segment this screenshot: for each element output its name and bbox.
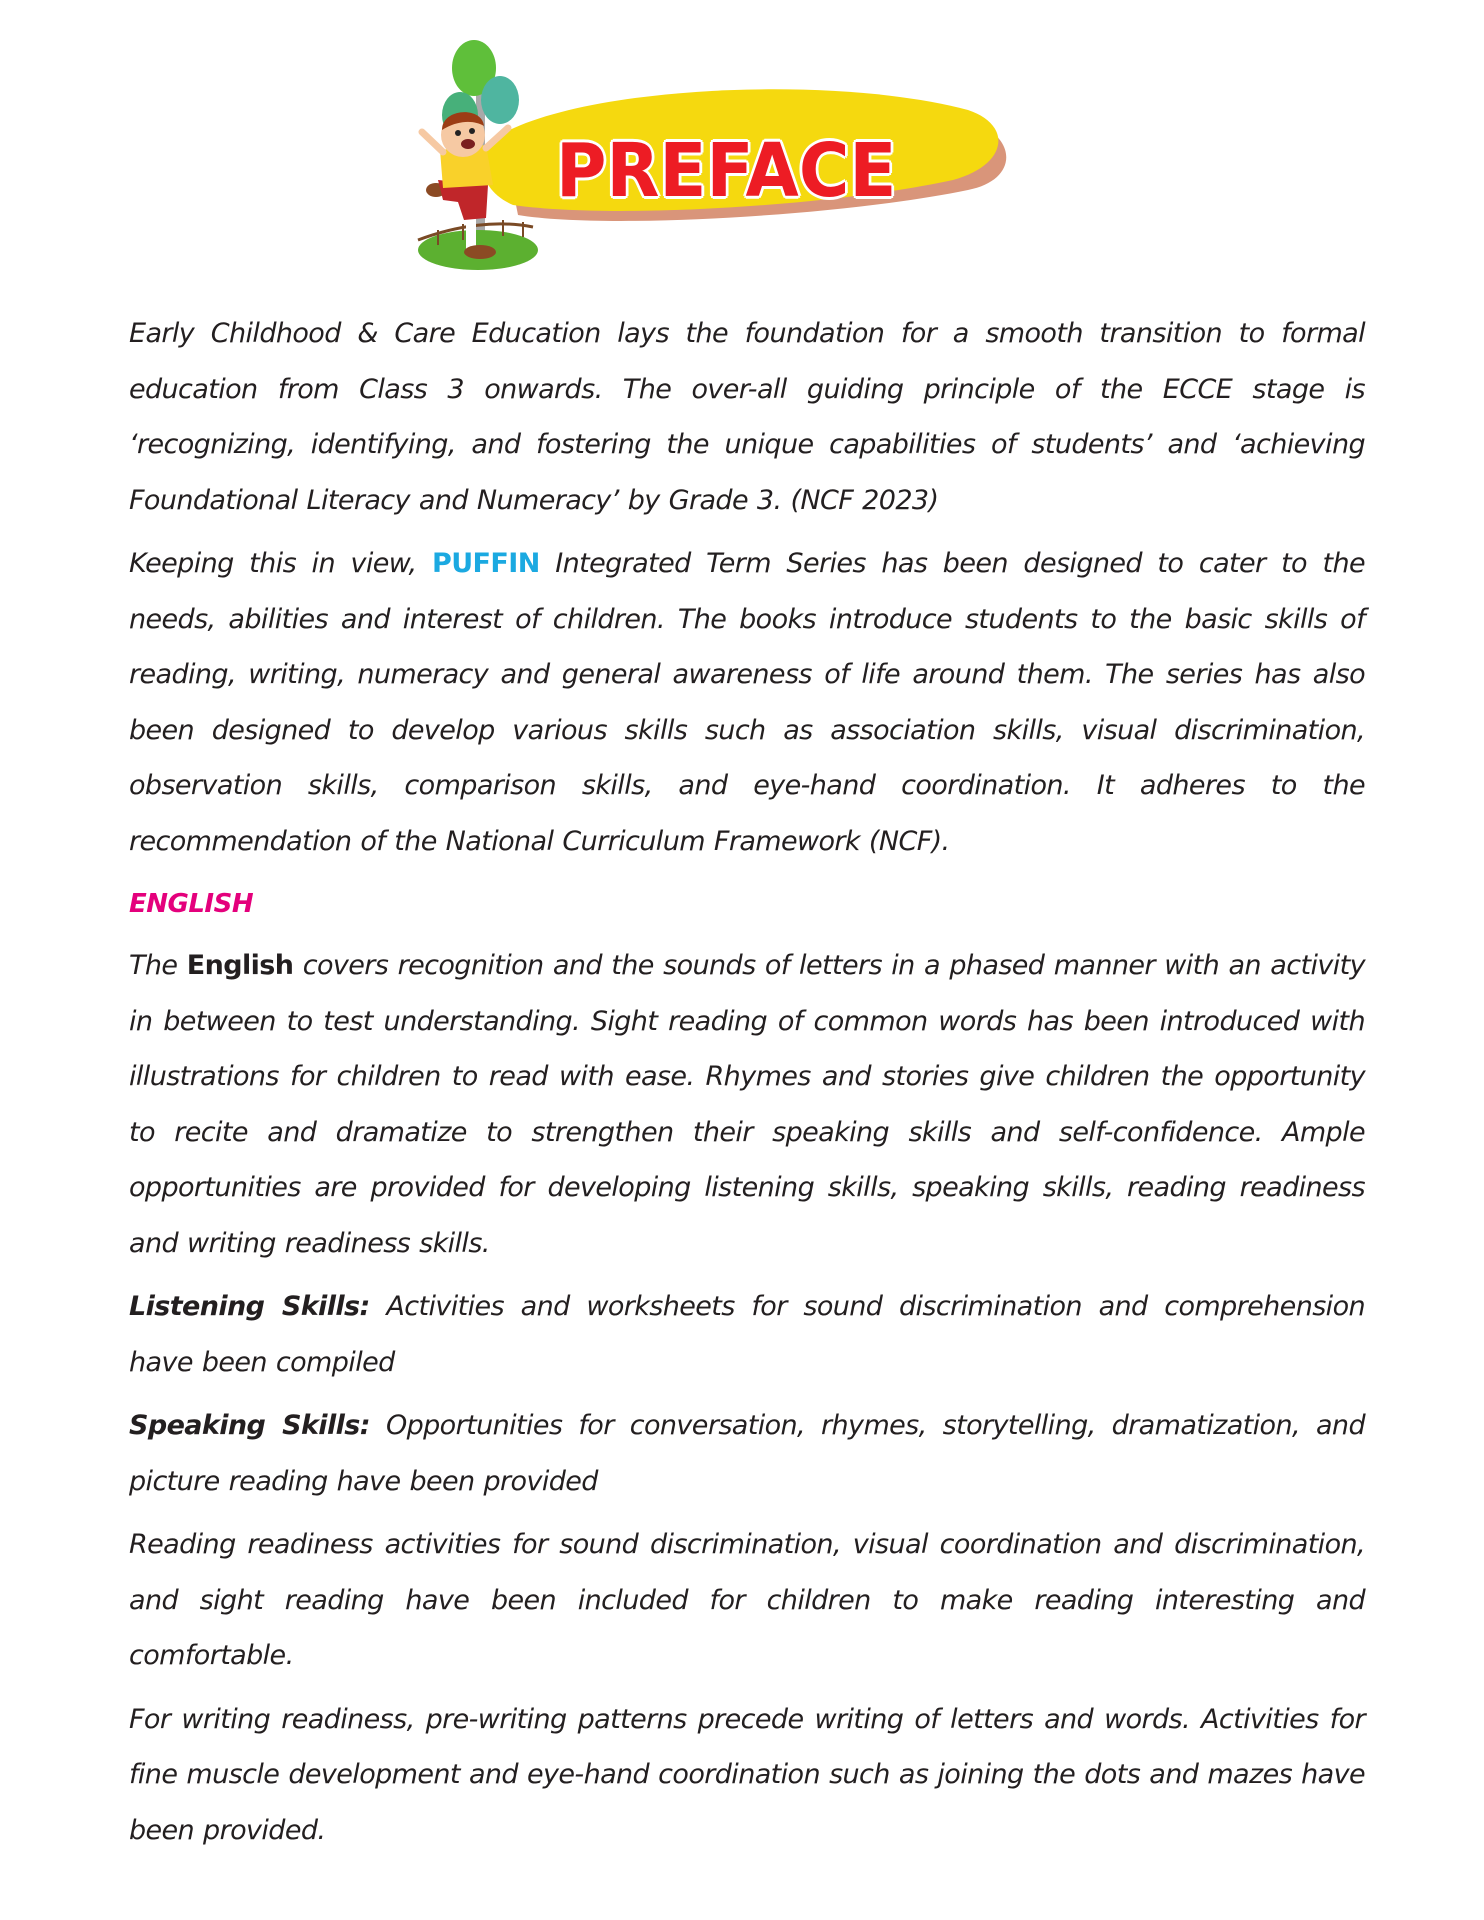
intro-paragraph: Early Childhood & Care Education lays the foundation for a smooth transition to formal education from Class 3 onwards. The over-all guiding principle of the ECCE stage is ‘recognizing, identifying, and fostering the unique capabilities of students’ and ‘achieving Foundational Literacy and Numeracy’ by Grade 3. (NCF 2023) xyxy=(129,318,1365,516)
speaking-skills-text: Opportunities for conversation, rhymes, storytelling, dramatization, and picture reading have been provided xyxy=(129,1410,1365,1497)
series-text-before: Keeping this in view, xyxy=(129,548,433,579)
brand-name: PUFFIN xyxy=(432,548,540,579)
english-intro-paragraph xyxy=(129,938,1365,1271)
section-heading-english: ENGLISH xyxy=(129,889,254,919)
series-paragraph xyxy=(129,536,1365,869)
listening-skills-label: Listening Skills: xyxy=(129,1291,370,1322)
listening-skills-text: Activities and worksheets for sound discrimination and comprehension have been compiled xyxy=(129,1291,1366,1378)
speaking-skills-paragraph xyxy=(129,1398,1365,1509)
english-intro-after: covers recognition and the sounds of letters in a phased manner with an activity in between to test understanding. Sight reading of common words has been introduced with illustrations for children to read with ease. Rhymes and stories give children the opportunity to recite and dramatize to strengthen their speaking skills and self-confidence. Ample opportunities are provided for developing listening skills, speaking skills, reading readiness and writing readiness skills. xyxy=(129,950,1365,1259)
preface-body xyxy=(129,306,1365,1866)
listening-skills-paragraph xyxy=(129,1279,1365,1390)
reading-readiness-paragraph: Reading readiness activities for sound discrimination, visual coordination and discrimination, and sight reading have been included for children to make reading interesting and comfortable. xyxy=(129,1529,1365,1671)
preface-banner xyxy=(408,40,1018,280)
speaking-skills-label: Speaking Skills: xyxy=(129,1410,370,1441)
series-text-after: Integrated Term Series has been designed to cater to the needs, abilities and interest of children. The books introduce students to the basic skills of reading, writing, numeracy and general awareness of life around them. The series has also been designed to develop various skills such as association skills, visual discrimination, observation skills, comparison skills, and eye-hand coordination. It adheres to the recommendation of the National Curriculum Framework (NCF). xyxy=(129,548,1365,857)
writing-readiness-paragraph: For writing readiness, pre-writing patterns precede writing of letters and words. Activities for fine muscle development and eye-hand coordination such as joining the dots and mazes have been provided. xyxy=(129,1703,1365,1846)
english-bold-term: English xyxy=(186,950,294,981)
page-title: PREFACE xyxy=(556,128,897,214)
english-intro-before: The xyxy=(129,950,187,981)
